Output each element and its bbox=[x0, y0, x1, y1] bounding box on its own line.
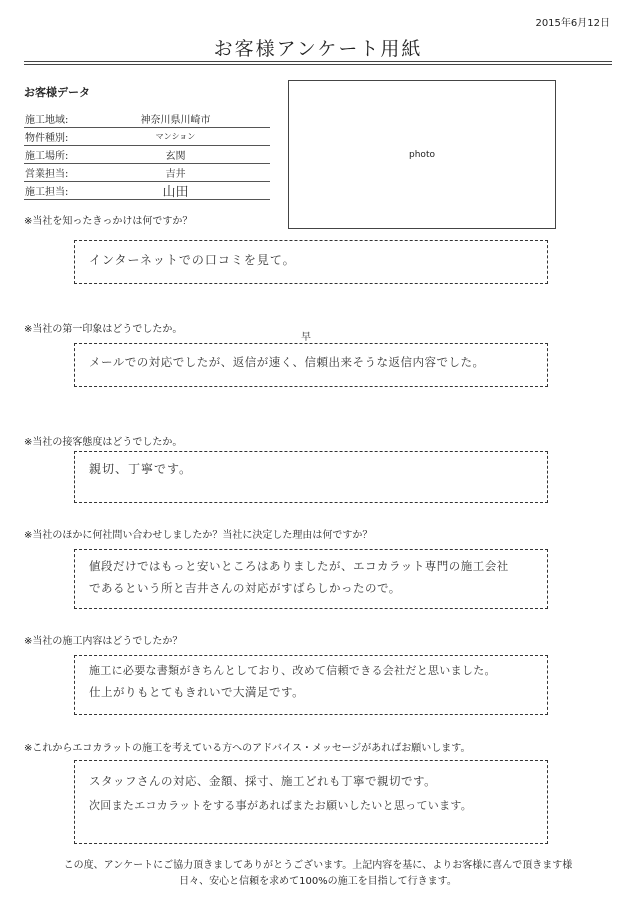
customer-data-table bbox=[24, 110, 270, 200]
answer-6-line-1: スタッフさんの対応、金額、採寸、施工どれも丁寧で親切です。 bbox=[89, 774, 437, 788]
question-1: ※当社を知ったきっかけは何ですか？ bbox=[24, 216, 193, 227]
answer-1-line-1: インターネットでの口コミを見て。 bbox=[89, 253, 296, 267]
row-value: 玄関 bbox=[165, 151, 186, 162]
question-3: ※当社の接客態度はどうでしたか。 bbox=[24, 437, 183, 448]
page-title: お客様アンケート用紙 bbox=[213, 38, 423, 60]
title-underline-thin bbox=[24, 64, 612, 65]
photo-placeholder bbox=[288, 80, 556, 229]
answer-4-line-1: 値段だけではもっと安いところはありましたが、エコカラット専門の施工会社 bbox=[89, 559, 509, 573]
handwritten-correction: 早 bbox=[301, 332, 311, 343]
answer-box-6 bbox=[74, 760, 548, 844]
answer-box-5 bbox=[74, 655, 548, 715]
customer-data-heading: お客様データ bbox=[24, 86, 90, 99]
answer-box-2 bbox=[74, 332, 548, 387]
answer-4-line-2: であるという所と吉井さんの対応がすばらしかったので。 bbox=[89, 581, 401, 595]
question-6: ※これからエコカラットの施工を考えている方へのアドバイス・メッセージがあればお願いします。 bbox=[24, 743, 471, 754]
row-label: 施工担当: bbox=[25, 187, 69, 198]
answer-5-line-2: 仕上がりもとてもきれいで大満足です。 bbox=[89, 685, 305, 699]
survey-date: 2015年6月12日 bbox=[535, 18, 610, 29]
answer-3-line-1: 親切、丁寧です。 bbox=[89, 462, 193, 476]
row-area bbox=[24, 110, 270, 128]
footer-line-2: 日々、安心と信頼を求めて100%の施工を目指して行きます。 bbox=[179, 876, 457, 887]
row-label: 物件種別: bbox=[25, 133, 69, 144]
answer-box-1 bbox=[74, 240, 548, 284]
title-underline bbox=[24, 61, 612, 62]
row-location bbox=[24, 146, 270, 164]
row-label: 施工地域: bbox=[25, 115, 69, 126]
answer-box-3 bbox=[74, 451, 548, 503]
row-installer bbox=[24, 182, 270, 200]
answer-5-line-1: 施工に必要な書類がきちんとしており、改めて信頼できる会社だと思いました。 bbox=[89, 664, 496, 677]
question-5: ※当社の施工内容はどうでしたか？ bbox=[24, 636, 183, 647]
answer-box-4 bbox=[74, 549, 548, 609]
question-4: ※当社のほかに何社問い合わせしましたか？当社に決定した理由は何ですか？ bbox=[24, 530, 373, 541]
question-2: ※当社の第一印象はどうでしたか。 bbox=[24, 324, 183, 335]
row-sales-rep bbox=[24, 164, 270, 182]
row-value: 吉井 bbox=[165, 169, 186, 180]
row-label: 営業担当: bbox=[25, 169, 69, 180]
photo-label: photo bbox=[409, 149, 435, 160]
row-value: 神奈川県川崎市 bbox=[140, 115, 211, 126]
row-value: マンション bbox=[155, 132, 196, 141]
footer-line-1: この度、アンケートにご協力頂きましてありがとうございます。上記内容を基に、よりお客様に喜んで頂きます様 bbox=[63, 860, 573, 871]
row-label: 施工場所: bbox=[25, 151, 69, 162]
row-property-type bbox=[24, 128, 270, 146]
handwritten-signature: 山田 bbox=[162, 185, 189, 200]
answer-6-line-2: 次回またエコカラットをする事があればまたお願いしたいと思っています。 bbox=[89, 799, 473, 812]
answer-2-line-1: メールでの対応でしたが、返信が速く、信頼出来そうな返信内容でした。 bbox=[89, 355, 485, 369]
